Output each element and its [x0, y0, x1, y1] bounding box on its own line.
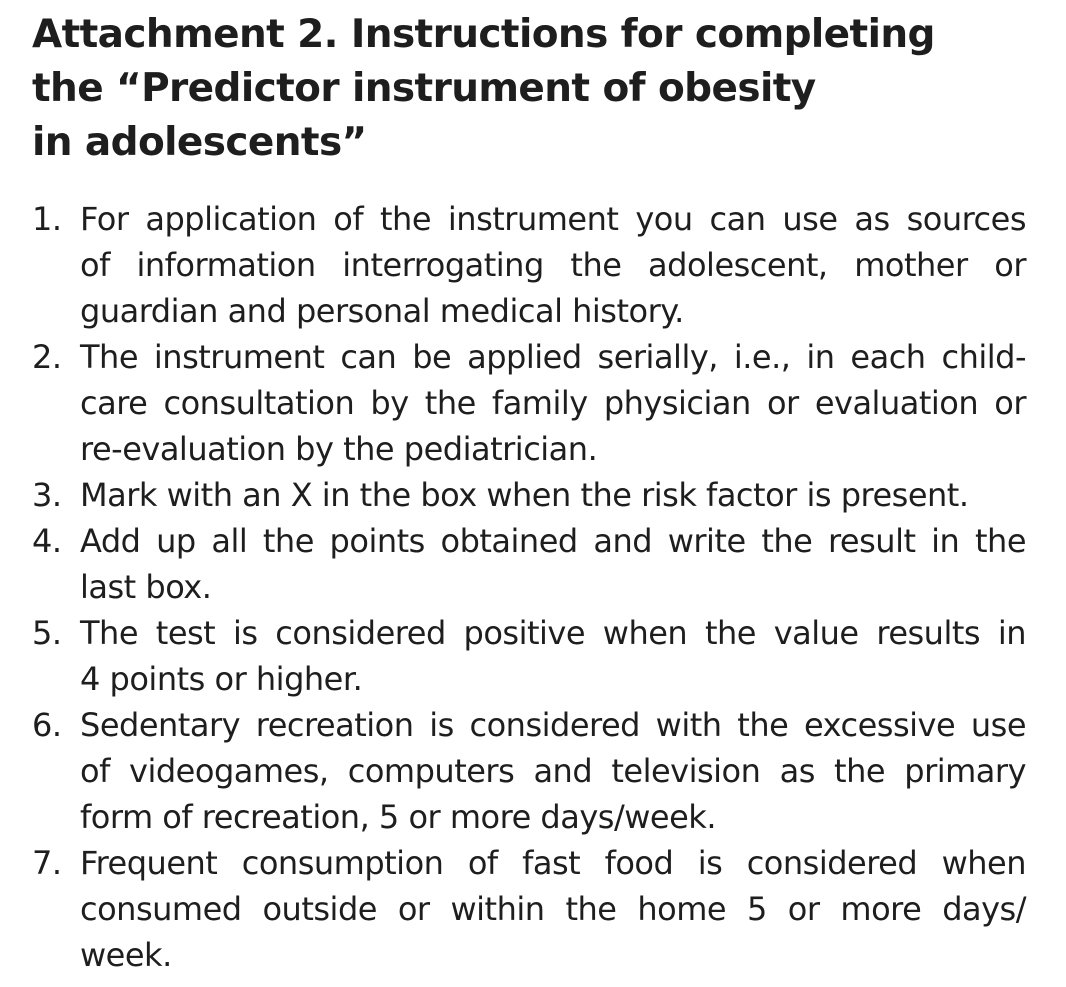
instruction-line: The test is considered positive when the value results in — [80, 614, 1026, 652]
instruction-item-7 — [0, 840, 1026, 978]
instruction-line: The instrument can be applied serially, i.e., in each child- — [80, 338, 1026, 376]
instruction-number: 3. — [32, 476, 62, 514]
instruction-line: For application of the instrument you can use as sources — [80, 200, 1026, 238]
instruction-line: Sedentary recreation is considered with the excessive use — [80, 706, 1026, 744]
instruction-line: Add up all the points obtained and write the result in the — [80, 522, 1026, 560]
instruction-line: of videogames, computers and television as the primary — [80, 752, 1026, 790]
instruction-line: of information interrogating the adolescent, mother or — [80, 246, 1026, 284]
instruction-line: Mark with an X in the box when the risk factor is present. — [80, 476, 969, 514]
instruction-item-6 — [0, 702, 1026, 840]
attachment-heading — [32, 8, 1032, 170]
heading-line-3: in adolescents” — [32, 120, 367, 165]
instruction-number: 2. — [32, 338, 62, 376]
instructions-list — [0, 196, 1066, 978]
instruction-line: consumed outside or within the home 5 or more days/ — [80, 890, 1026, 928]
instruction-item-2 — [0, 334, 1026, 472]
instruction-item-4 — [0, 518, 1026, 610]
instruction-line: 4 points or higher. — [80, 660, 363, 698]
instruction-item-5 — [0, 610, 1026, 702]
instruction-line: Frequent consumption of fast food is considered when — [80, 844, 1026, 882]
instruction-number: 1. — [32, 200, 62, 238]
instruction-line: last box. — [80, 568, 212, 606]
instruction-line: guardian and personal medical history. — [80, 292, 684, 330]
instruction-number: 7. — [32, 844, 62, 882]
instruction-line: week. — [80, 936, 172, 974]
instruction-number: 5. — [32, 614, 62, 652]
instruction-item-1 — [0, 196, 1026, 334]
instruction-number: 6. — [32, 706, 62, 744]
instruction-number: 4. — [32, 522, 62, 560]
heading-line-1: Attachment 2. Instructions for completing — [32, 12, 935, 57]
instruction-line: form of recreation, 5 or more days/week. — [80, 798, 716, 836]
heading-line-2: the “Predictor instrument of obesity — [32, 66, 816, 111]
instruction-item-3 — [0, 472, 1026, 518]
instruction-line: care consultation by the family physician or evaluation or — [80, 384, 1026, 422]
instruction-line: re-evaluation by the pediatrician. — [80, 430, 598, 468]
